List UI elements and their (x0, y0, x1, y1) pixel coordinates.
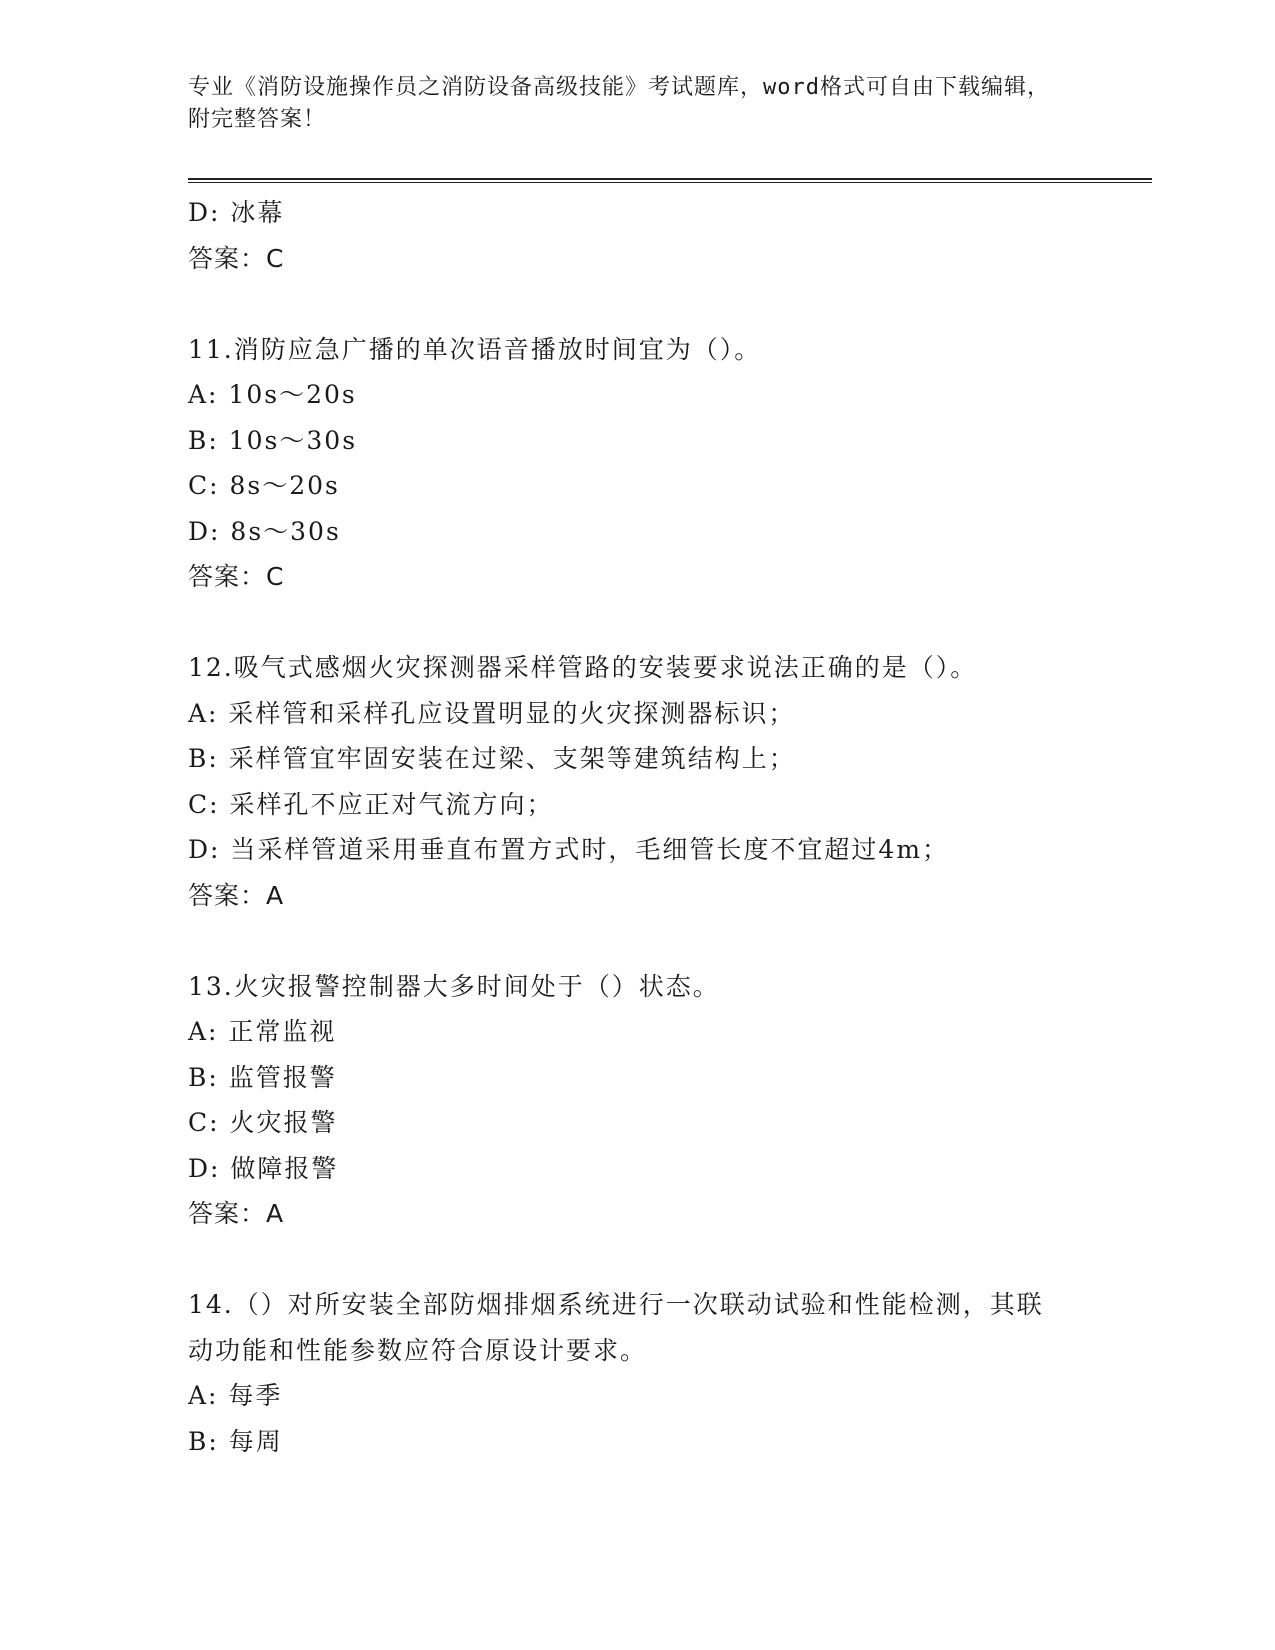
option-b: B: 采样管宜牢固安装在过梁、支架等建筑结构上； (188, 744, 796, 773)
option-d: D: 当采样管道采用垂直布置方式时，毛细管长度不宜超过4m； (188, 835, 950, 864)
question-stem: 13.火灾报警控制器大多时间处于（）状态。 (188, 971, 720, 1001)
question-14 (188, 1282, 1088, 1464)
answer-line: 答案：C (188, 562, 285, 591)
question-stem: 11.消防应急广播的单次语音播放时间宜为（）。 (188, 334, 762, 364)
option-c: C: 火灾报警 (188, 1108, 338, 1137)
header-divider-thin (188, 182, 1152, 183)
option-d: D: 冰幕 (188, 198, 285, 227)
option-c: C: 8s～20s (188, 471, 340, 500)
answer-line: 答案：A (188, 880, 285, 910)
option-b: B: 10s～30s (188, 425, 358, 455)
option-a: A: 正常监视 (188, 1017, 337, 1046)
question-list (188, 190, 1088, 1464)
option-d: D: 做障报警 (188, 1153, 339, 1183)
option-b: B: 每周 (188, 1426, 283, 1456)
option-a: A: 每季 (188, 1381, 283, 1410)
question-stem: 14.（）对所安装全部防烟排烟系统进行一次联动试验和性能检测，其联动功能和性能参数应符合原设计要求。 (188, 1290, 1044, 1365)
option-c: C: 采样孔不应正对气流方向； (188, 789, 554, 819)
document-header: 专业《消防设施操作员之消防设备高级技能》考试题库，word格式可自由下载编辑，附完整答案！ (188, 75, 1050, 132)
option-a: A: 采样管和采样孔应设置明显的火灾探测器标识； (188, 698, 796, 728)
option-a: A: 10s～20s (188, 380, 357, 409)
question-13 (188, 964, 1088, 1237)
answer-line: 答案：A (188, 1199, 285, 1228)
answer-line: 答案：C (188, 243, 285, 273)
header-divider-thick (188, 178, 1152, 180)
question-11 (188, 327, 1088, 600)
question-stem: 12.吸气式感烟火灾探测器采样管路的安装要求说法正确的是（）。 (188, 653, 978, 682)
option-d: D: 8s～30s (188, 516, 341, 546)
question-12 (188, 645, 1088, 918)
option-b: B: 监管报警 (188, 1062, 337, 1092)
